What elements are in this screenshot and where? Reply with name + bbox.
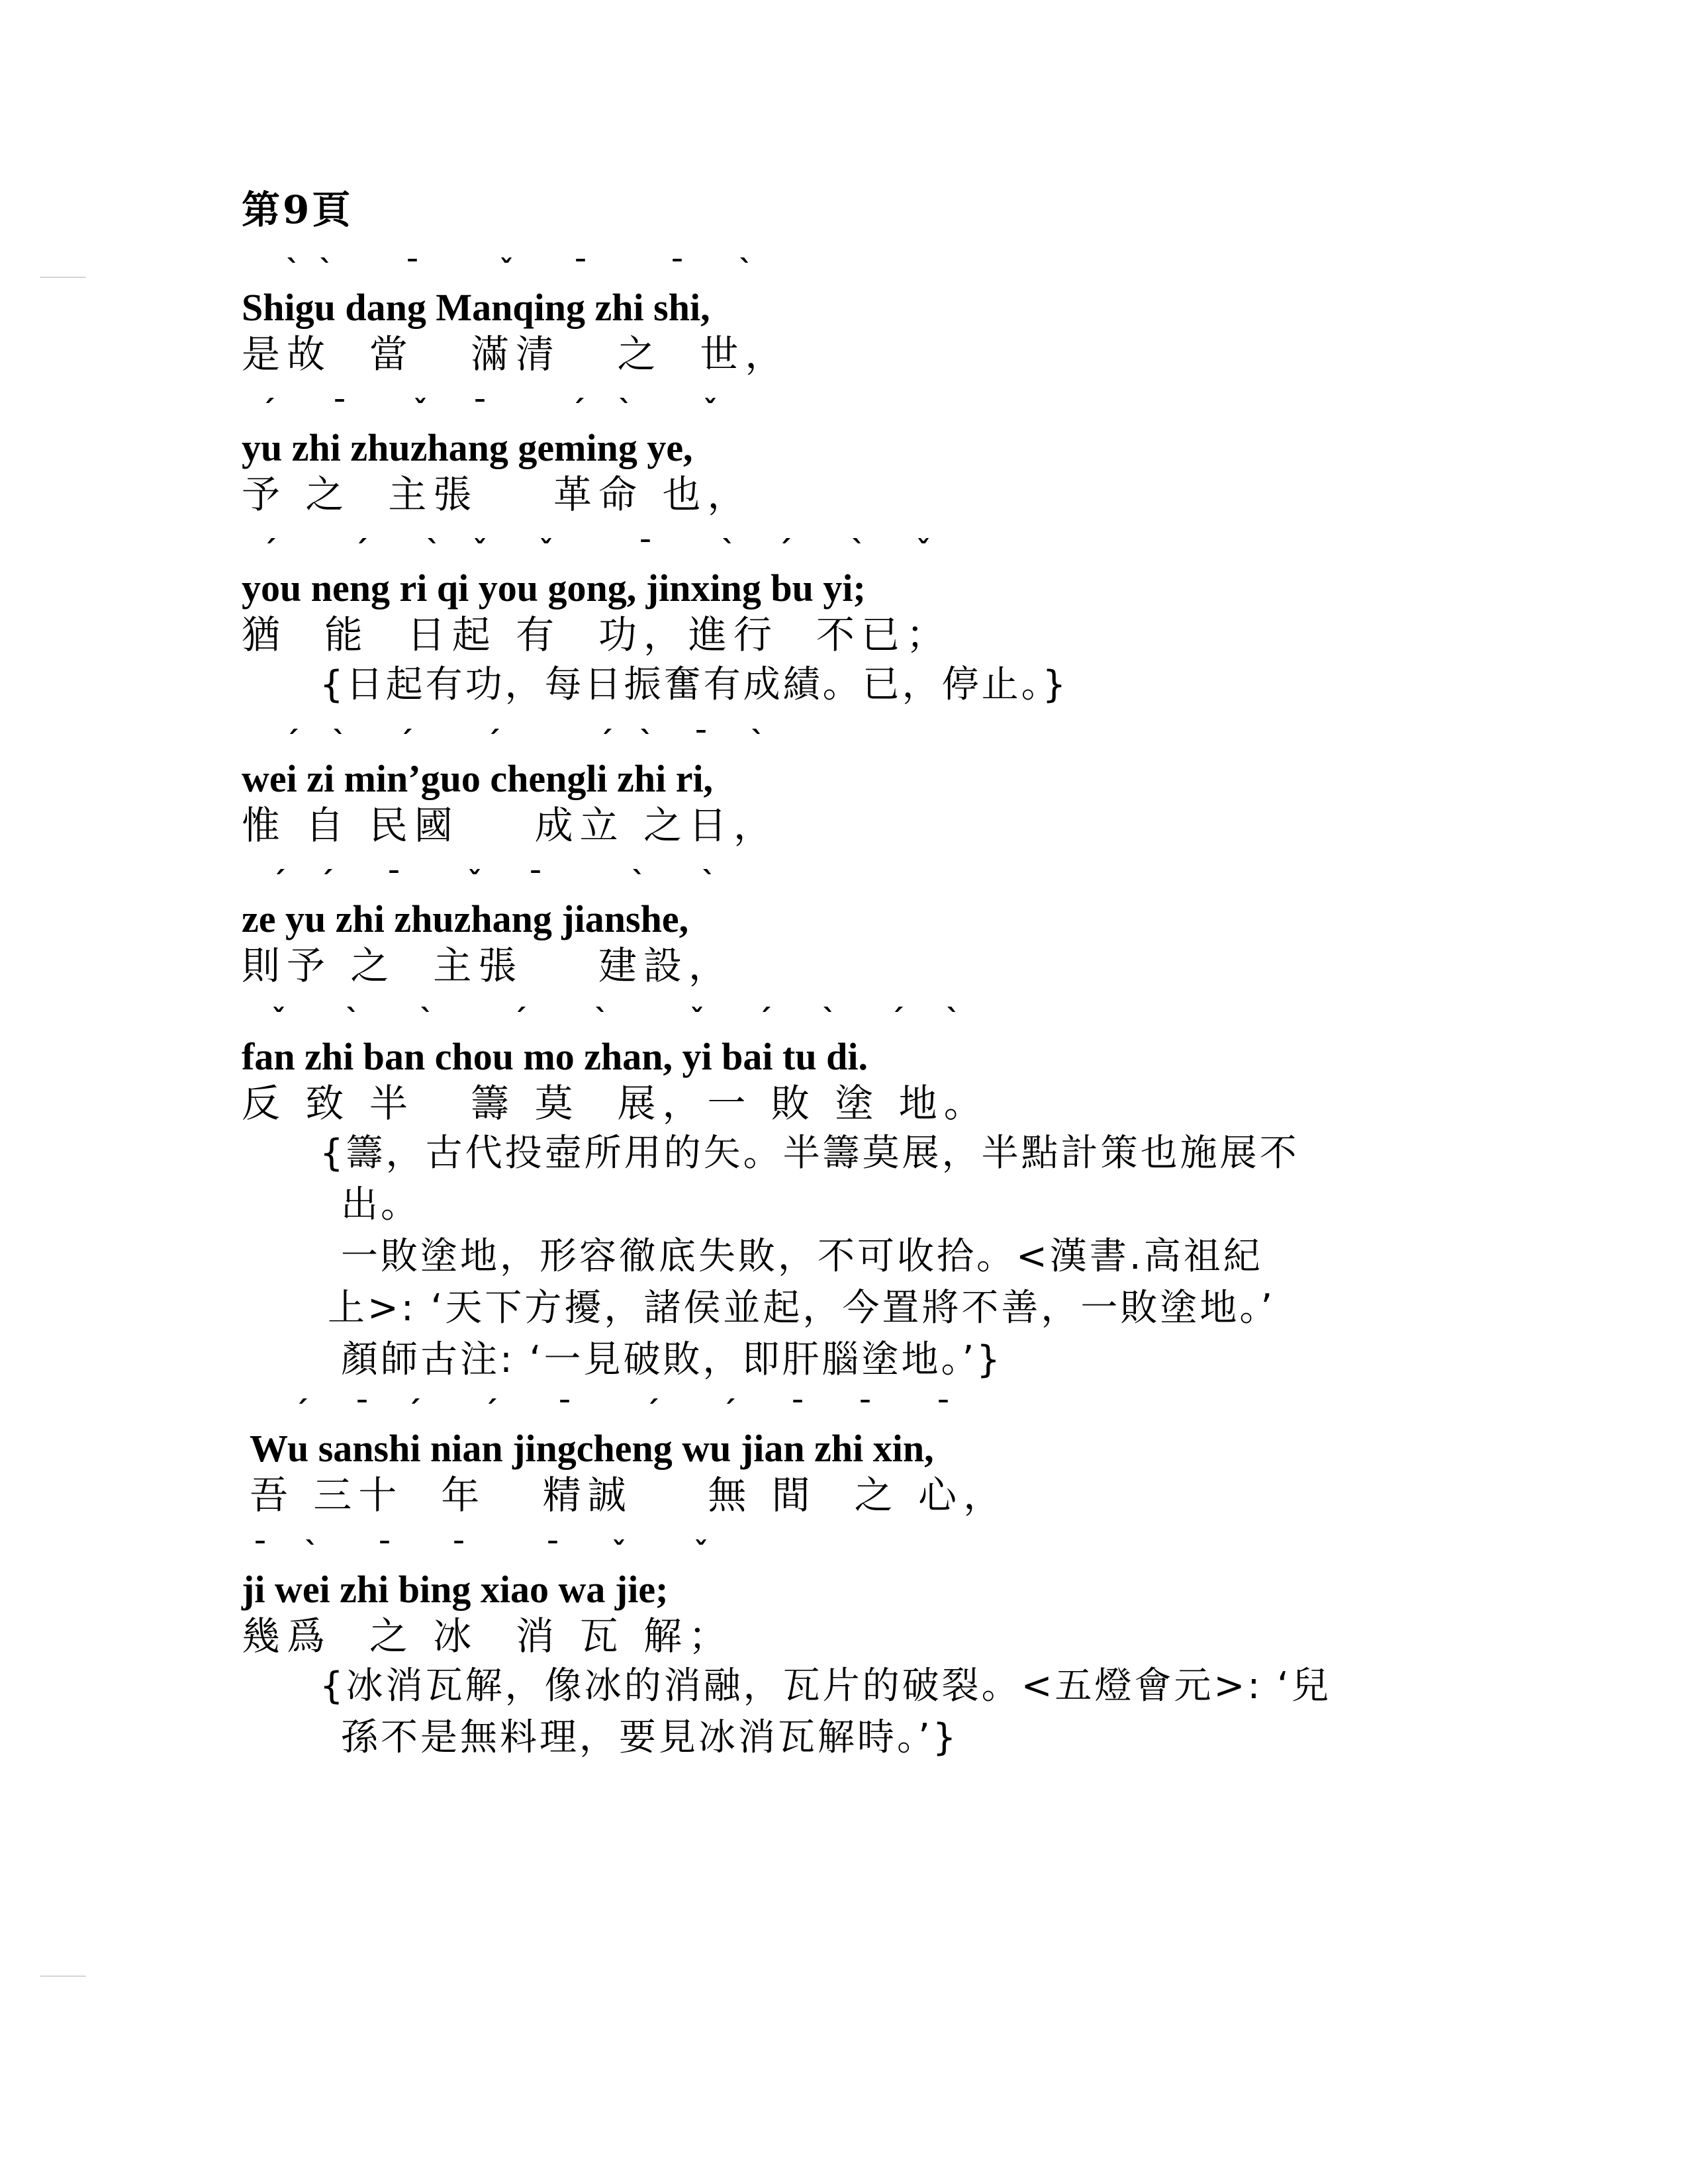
tone-mark: ˋ [305, 1536, 319, 1570]
annotation-note: {日起有功，每日振奮有成績。已，停止。} [320, 663, 1069, 706]
tone-mark: ˋ [319, 254, 334, 288]
tone-mark: ˉ [253, 1536, 267, 1570]
tone-mark: ˇ [467, 866, 482, 899]
tone-mark: ˇ [690, 1003, 704, 1037]
pinyin-line: Wu sanshi nian jingcheng wu jian zhi xin, [250, 1427, 934, 1470]
pinyin-line: Shigu dang Manqing zhi shi, [242, 286, 710, 329]
scan-margin-mark [40, 1976, 86, 1977]
tone-mark: ˋ [346, 1003, 360, 1037]
annotation-note: {冰消瓦解，像冰的消融，瓦片的破裂。<五燈會元>: ‘兒 [320, 1664, 1331, 1707]
tone-mark: ˉ [355, 1395, 369, 1429]
tone-mark: ˊ [353, 535, 368, 569]
tone-mark: ˊ [294, 1395, 308, 1429]
tone-mark: ˊ [271, 866, 286, 899]
tone-mark: ˊ [262, 535, 277, 569]
scan-margin-mark [40, 277, 86, 278]
tone-mark-row [242, 866, 1499, 899]
verse-block [242, 537, 1499, 711]
annotation-note: 顏師古注: ‘一見破敗，即肝腦塗地。’} [341, 1338, 1003, 1381]
tone-mark: ˋ [739, 254, 753, 288]
tone-mark-row [242, 725, 1499, 759]
annotation-note: 孫不是無料理，要見冰消瓦解時。’} [341, 1716, 959, 1759]
tone-mark: ˉ [638, 535, 653, 569]
tone-mark: ˋ [420, 1003, 434, 1037]
tone-mark-row [242, 1003, 1499, 1037]
pinyin-line: ji wei zhi bing xiao wa jie; [242, 1568, 669, 1611]
tone-mark: ˋ [822, 1003, 837, 1037]
tone-mark: ˉ [451, 1536, 466, 1570]
tone-mark: ˊ [483, 1395, 498, 1429]
tone-mark: ˊ [261, 394, 275, 428]
tone-mark: ˊ [512, 1003, 527, 1037]
chinese-line: 幾爲 之 冰 消 瓦 解； [242, 1614, 734, 1659]
verse-block [242, 394, 1499, 519]
tone-mark: ˉ [473, 394, 487, 428]
chinese-line: 反 致 半 籌 莫 展，一 敗 塗 地。 [242, 1081, 989, 1126]
tone-mark: ˊ [406, 1395, 421, 1429]
chinese-line: 吾 三十 年 精誠 無 間 之 心， [250, 1473, 1009, 1518]
tone-mark-row [242, 1536, 1499, 1570]
tone-mark: ˉ [790, 1395, 805, 1429]
tone-mark: ˇ [703, 394, 718, 428]
tone-mark: ˋ [632, 866, 646, 899]
tone-mark: ˊ [319, 866, 334, 899]
tone-mark: ˇ [539, 535, 553, 569]
chinese-line: 惟 自 民國 成立 之日， [242, 803, 779, 848]
verse-block [242, 868, 1499, 990]
annotation-note: 上>: ‘天下方擾，諸侯並起，今置將不善，一敗塗地。’ [328, 1287, 1276, 1330]
tone-mark: ˉ [387, 866, 401, 899]
tone-mark-row [242, 254, 1499, 288]
tone-mark: ˇ [271, 1003, 286, 1037]
tone-mark: ˋ [426, 535, 441, 569]
tone-mark: ˋ [851, 535, 866, 569]
tone-mark: ˊ [285, 725, 299, 759]
page-title: 第9頁 [242, 187, 353, 232]
tone-mark: ˉ [545, 1536, 560, 1570]
annotation-note: {籌，古代投壺所用的矢。半籌莫展，半點計策也施展不 [320, 1132, 1299, 1175]
chinese-line: 猶 能 日起 有 功，進行 不已； [242, 612, 951, 657]
tone-mark: ˊ [571, 394, 585, 428]
verse-block [242, 725, 1499, 850]
annotation-note: 出。 [341, 1183, 420, 1226]
tone-mark: ˋ [751, 725, 765, 759]
tone-mark: ˊ [399, 725, 413, 759]
pinyin-line: fan zhi ban chou mo zhan, yi bai tu di. [242, 1035, 868, 1078]
tone-mark: ˉ [936, 1395, 951, 1429]
tone-mark: ˇ [916, 535, 931, 569]
tone-mark: ˋ [722, 535, 736, 569]
pinyin-line: yu zhi zhuzhang geming ye, [242, 426, 693, 469]
verse-block [242, 1395, 1499, 1520]
tone-mark: ˇ [413, 394, 428, 428]
tone-mark: ˊ [598, 725, 613, 759]
tone-mark-row [242, 394, 1499, 428]
tone-mark: ˋ [286, 254, 301, 288]
tone-mark: ˋ [594, 1003, 609, 1037]
annotation-note: 一敗塗地，形容徹底失敗，不可收拾。<漢書.高祖紀 [341, 1235, 1263, 1278]
tone-mark-row [242, 535, 1499, 569]
tone-mark: ˇ [612, 1536, 626, 1570]
tone-mark: ˋ [332, 725, 347, 759]
tone-mark: ˊ [645, 1395, 659, 1429]
tone-mark: ˇ [499, 254, 514, 288]
tone-mark: ˋ [618, 394, 633, 428]
tone-mark: ˉ [557, 1395, 572, 1429]
verse-block [242, 1536, 1499, 1764]
tone-mark: ˇ [473, 535, 487, 569]
tone-mark: ˉ [573, 254, 588, 288]
tone-mark: ˋ [702, 866, 716, 899]
tone-mark: ˊ [486, 725, 500, 759]
tone-mark: ˊ [722, 1395, 736, 1429]
verse-block [242, 254, 1499, 379]
chinese-line: 則予 之 主張 建設， [242, 943, 734, 988]
tone-mark: ˋ [946, 1003, 961, 1037]
tone-mark: ˋ [639, 725, 654, 759]
tone-mark: ˊ [890, 1003, 904, 1037]
verse-block [242, 1003, 1499, 1386]
pinyin-line: ze yu zhi zhuzhang jianshe, [242, 897, 689, 940]
tone-mark-row [242, 1395, 1499, 1429]
pinyin-line: you neng ri qi you gong, jinxing bu yi; [242, 567, 866, 610]
chinese-line: 予 之 主張 革命 也， [242, 472, 753, 517]
tone-mark: ˉ [858, 1395, 872, 1429]
tone-mark: ˊ [757, 1003, 772, 1037]
tone-mark: ˇ [694, 1536, 708, 1570]
tone-mark: ˊ [777, 535, 792, 569]
tone-mark: ˉ [694, 725, 708, 759]
tone-mark: ˉ [670, 254, 684, 288]
tone-mark: ˉ [377, 1536, 392, 1570]
chinese-line: 是故 當 滿清 之 世， [242, 332, 790, 377]
tone-mark: ˉ [332, 394, 347, 428]
pinyin-line: wei zi min’guo chengli zhi ri, [242, 757, 714, 800]
tone-mark: ˉ [405, 254, 420, 288]
tone-mark: ˉ [528, 866, 543, 899]
